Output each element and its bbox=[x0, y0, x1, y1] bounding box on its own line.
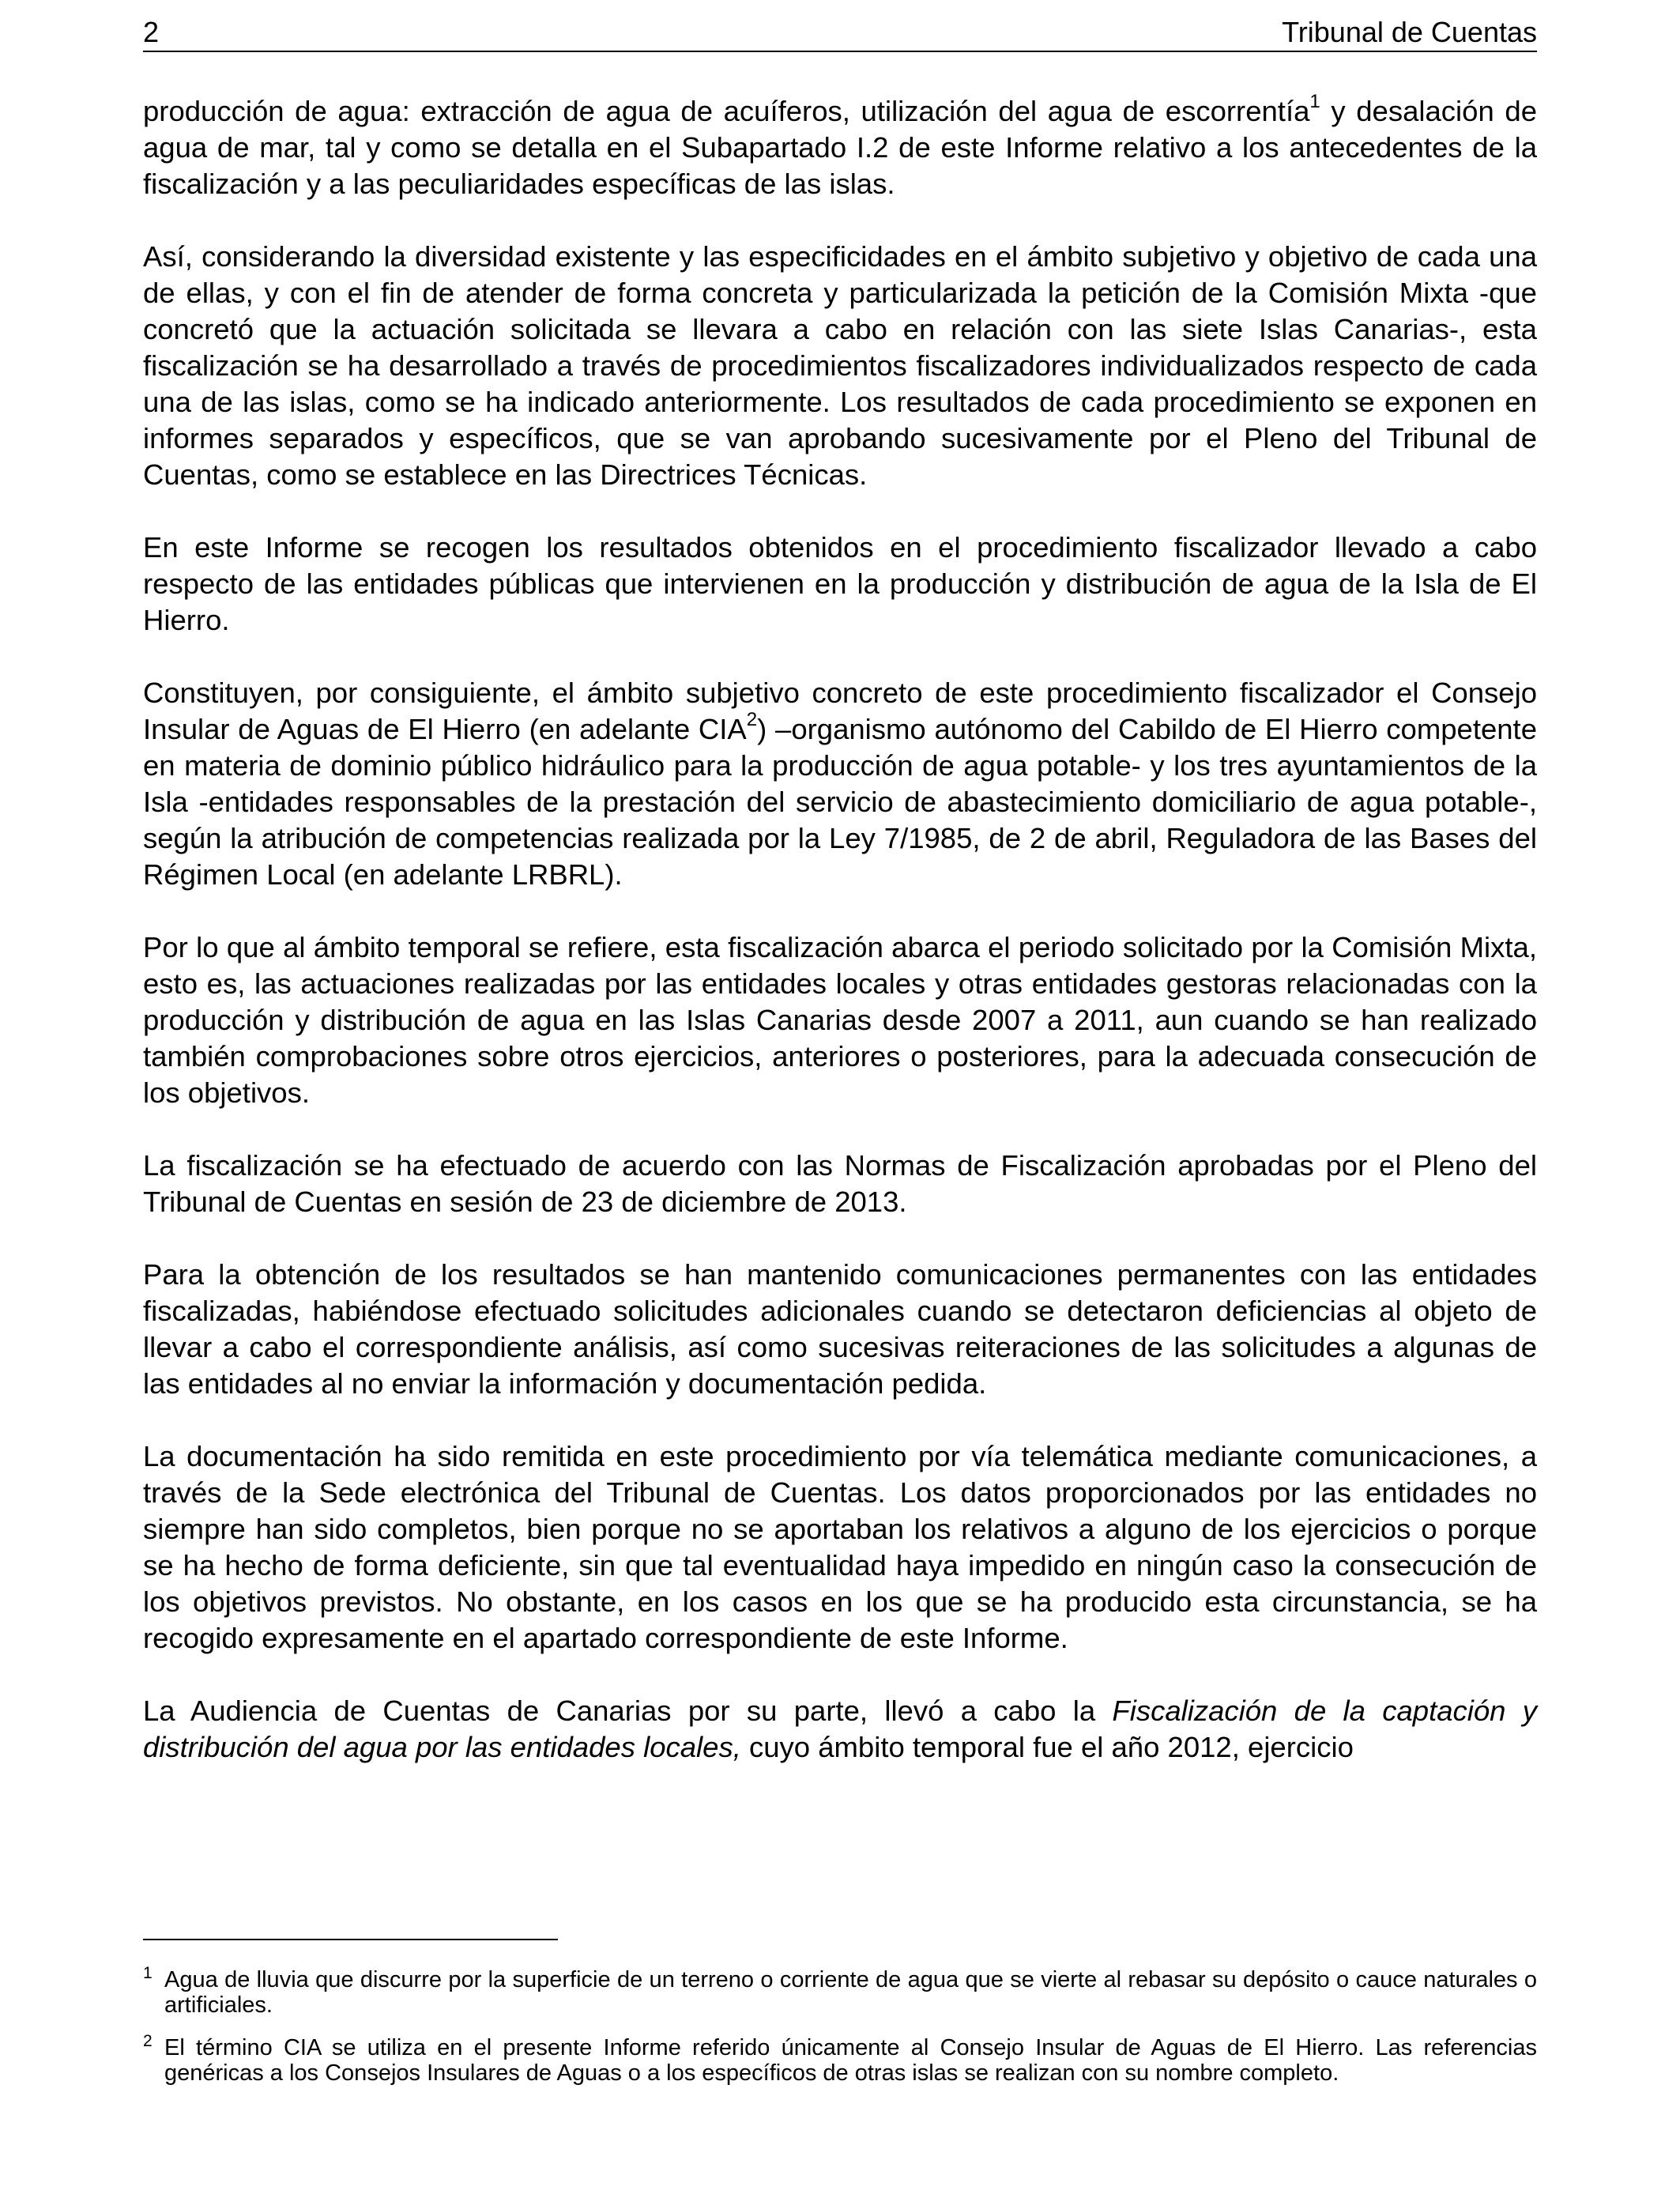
footnote-ref-1: 1 bbox=[1309, 90, 1320, 112]
paragraph-1-text-a: producción de agua: extracción de agua de acuíferos, utilización del agua de escorrentía bbox=[143, 95, 1310, 127]
document-body bbox=[143, 90, 1538, 1766]
paragraph-9-text-b: cuyo ámbito temporal fue el año 2012, ejercicio bbox=[740, 1731, 1354, 1763]
footnotes bbox=[143, 1964, 1537, 2103]
paragraph-9 bbox=[143, 1693, 1537, 1766]
report-title-italic: Fiscalización de la captación y distribución del agua por las entidades locales, bbox=[143, 1695, 1538, 1763]
footnote-ref-2: 2 bbox=[746, 708, 758, 730]
paragraph-7: Para la obtención de los resultados se han mantenido comunicaciones permanentes con las entidades fiscalizadas, habiéndose efectuado solicitudes adicionales cuando se detectaron deficiencias al objeto de llevar a cabo el correspondiente análisis, así como sucesivas reiteraciones de las solicitudes a algunas de las entidades al no enviar la información y documentación pedida. bbox=[143, 1258, 1537, 1400]
footnote-2-mark: 2 bbox=[143, 2032, 153, 2050]
paragraph-1-text-b: y desalación de agua de mar, tal y como se detalla en el Subapartado I.2 de este Informe relativo a los antecedentes de la fiscalización y a las peculiaridades específicas de las islas. bbox=[143, 95, 1537, 200]
footnote-1 bbox=[143, 1964, 1537, 2018]
paragraph-1 bbox=[143, 90, 1537, 202]
paragraph-8: La documentación ha sido remitida en este procedimiento por vía telemática mediante comunicaciones, a través de la Sede electrónica del Tribunal de Cuentas. Los datos proporcionados por las entidades no siempre han sido completos, bien porque no se aportaban los relativos a alguno de los ejercicios o porque se ha hecho de forma deficiente, sin que tal eventualidad haya impedido en ningún caso la consecución de los objetivos previstos. No obstante, en los casos en los que se ha producido esta circunstancia, se ha recogido expresamente en el apartado correspondiente de este Informe. bbox=[143, 1440, 1537, 1654]
paragraph-9-text-a: La Audiencia de Cuentas de Canarias por su parte, llevó a cabo la bbox=[143, 1695, 1113, 1727]
footnote-2-text: El término CIA se utiliza en el presente Informe referido únicamente al Consejo Insular de Aguas de El Hierro. Las referencias genéricas a los Consejos Insulares de Aguas o a los específicos de otras islas se realizan con su nombre completo. bbox=[164, 2035, 1537, 2086]
paragraph-5: Por lo que al ámbito temporal se refiere, esta fiscalización abarca el periodo solicitado por la Comisión Mixta, esto es, las actuaciones realizadas por las entidades locales y otras entidades gestoras relacionadas con la producción y distribución de agua en las Islas Canarias desde 2007 a 2011, aun cuando se han realizado también comprobaciones sobre otros ejercicios, anteriores o posteriores, para la adecuada consecución de los objetivos. bbox=[143, 931, 1537, 1109]
footnote-separator bbox=[143, 1939, 558, 1940]
footnote-1-mark: 1 bbox=[143, 1964, 153, 1982]
paragraph-2: Así, considerando la diversidad existente y las especificidades en el ámbito subjetivo y objetivo de cada una de ellas, y con el fin de atender de forma concreta y particularizada la petición de la Comisión Mixta -que concretó que la actuación solicitada se llevara a cabo en relación con las siete Islas Canarias-, esta fiscalización se ha desarrollado a través de procedimientos fiscalizadores individualizados respecto de cada una de las islas, como se ha indicado anteriormente. Los resultados de cada procedimiento se exponen en informes separados y específicos, que se van aprobando sucesivamente por el Pleno del Tribunal de Cuentas, como se establece en las Directrices Técnicas. bbox=[143, 240, 1537, 491]
page-number: 2 bbox=[143, 16, 160, 48]
page-header bbox=[143, 14, 1537, 52]
footnote-2 bbox=[143, 2032, 1537, 2086]
paragraph-4 bbox=[143, 675, 1537, 893]
footnote-1-text: Agua de lluvia que discurre por la superficie de un terreno o corriente de agua que se vierte al rebasar su depósito o cauce naturales o artificiales. bbox=[164, 1967, 1537, 2018]
paragraph-3: En este Informe se recogen los resultados obtenidos en el procedimiento fiscalizador llevado a cabo respecto de las entidades públicas que intervienen en la producción y distribución de agua de la Isla de El Hierro. bbox=[143, 531, 1537, 636]
header-title: Tribunal de Cuentas bbox=[1282, 16, 1537, 48]
paragraph-4-text-b: ) –organismo autónomo del Cabildo de El Hierro competente en materia de dominio público hidráulico para la producción de agua potable- y los tres ayuntamientos de la Isla -entidades responsables de la prestación del servicio de abastecimiento domiciliario de agua potable-, según la atribución de competencias realizada por la Ley 7/1985, de 2 de abril, Reguladora de las Bases del Régimen Local (en adelante LRBRL). bbox=[143, 713, 1537, 891]
paragraph-4-text-a: Constituyen, por consiguiente, el ámbito subjetivo concreto de este procedimiento fiscalizador el Consejo Insular de Aguas de El Hierro (en adelante CIA bbox=[143, 677, 1537, 745]
paragraph-6: La fiscalización se ha efectuado de acuerdo con las Normas de Fiscalización aprobadas por el Pleno del Tribunal de Cuentas en sesión de 23 de diciembre de 2013. bbox=[143, 1149, 1537, 1218]
